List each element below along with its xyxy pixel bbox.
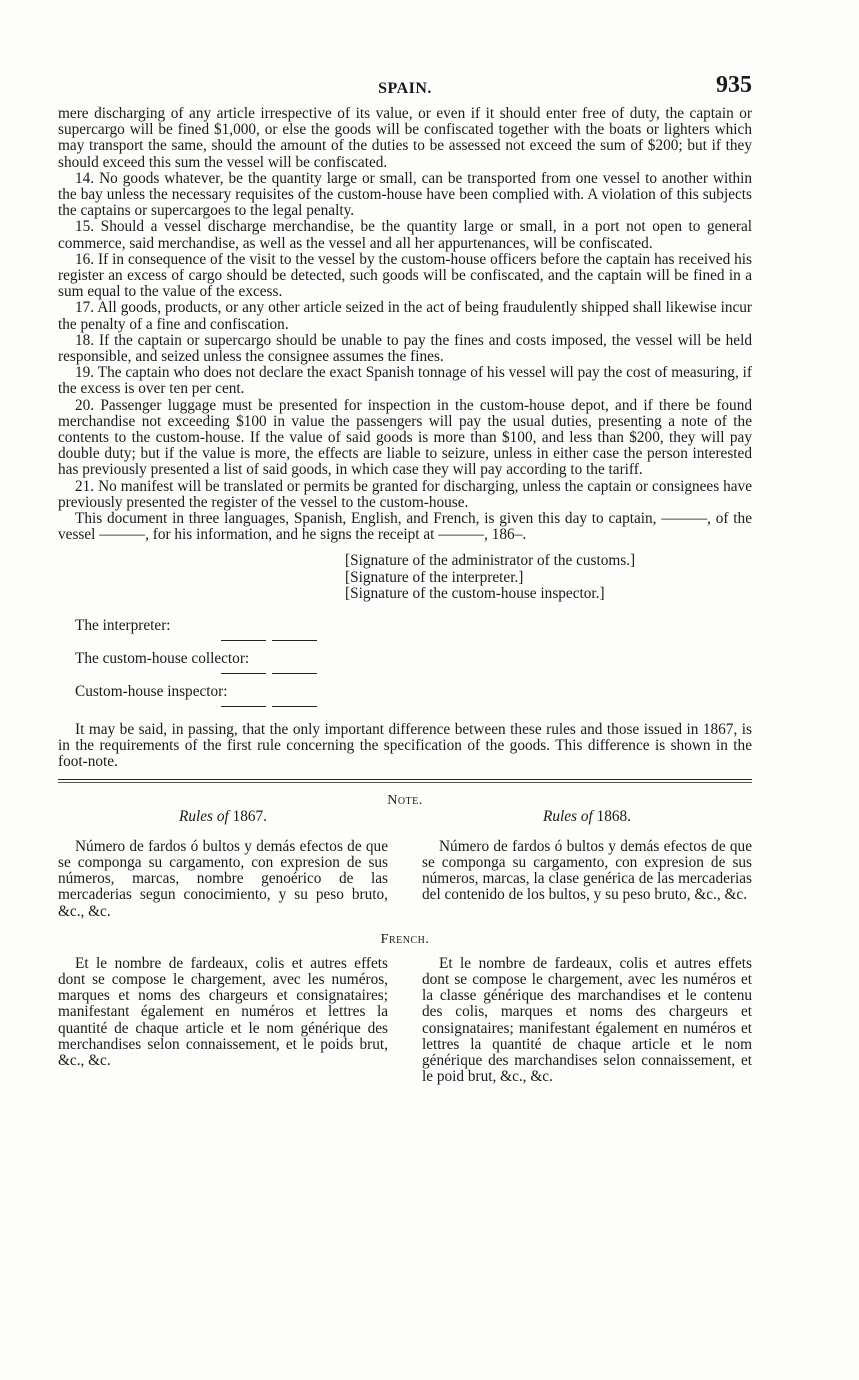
sign-dash [221, 640, 266, 641]
french-text-1868: Et le nombre de fardeaux, colis et autres effets dont se compose le chargement, avec les numéros et la classe générique des marchandises et le contenu des colis, marques et noms des chargeurs et consignataires; manifestant également en numéros et lettres la quantité de chaque article et le nom générique des marchandises selon connaissement, et le poid brut, &c., &c. [422, 954, 752, 1086]
sign-dash [272, 640, 317, 641]
spanish-text-1868: Número de fardos ó bultos y demás efectos de que se componga su cargamento, con expresion de sus números, marcas, la clase genérica de las mercaderias del contenido de los bultos, y su peso bruto, &c., &c. [422, 837, 752, 904]
closing-text [58, 722, 752, 771]
paragraph-rule-15: 15. Should a vessel discharge merchandise, be the quantity large or small, in a port not open to general commerce, said merchandise, as well as the vessel and all her appurtenances, will be confiscated. [58, 218, 752, 252]
french-column-1868 [422, 956, 752, 1086]
note-column-1867 [58, 809, 388, 920]
sign-dash [221, 706, 266, 707]
sign-dash [221, 673, 266, 674]
closing-paragraph: It may be said, in passing, that the only important difference between these rules and those issued in 1867, is in the requirements of the first rule concerning the specification of the goods. This difference is shown in the foot-note. [58, 720, 752, 771]
running-title: SPAIN. [378, 80, 432, 97]
paragraph-rule-18: 18. If the captain or supercargo should be unable to pay the fines and costs imposed, the vessel will be held responsible, and seized unless the consignee assumes the fines. [58, 331, 752, 366]
note-column-1868 [422, 809, 752, 920]
french-column-1867 [58, 956, 388, 1086]
caption-1867-year: 1867. [232, 807, 267, 825]
note-columns-spanish [58, 809, 752, 920]
sign-dash [272, 673, 317, 674]
paragraph-document: This document in three languages, Spanish, English, and French, is given this day to captain, ———, of the vessel ———, for his information, and he signs the receipt at ———, 186–. [58, 510, 752, 544]
paragraph-rule-19: 19. The captain who does not declare the exact Spanish tonnage of his vessel will pay the cost of measuring, if the excess is over ten per cent. [58, 364, 752, 398]
sign-label-collector: The custom-house collector: [75, 649, 250, 667]
signature-block [345, 553, 752, 603]
signature-inspector: [Signature of the custom-house inspector.] [345, 585, 605, 603]
sign-lines [58, 617, 752, 716]
footnote-rule [58, 779, 752, 783]
signature-interpreter: [Signature of the interpreter.] [345, 568, 524, 586]
paragraph-rule-14: 14. No goods whatever, be the quantity large or small, can be transported from one vessel to another within the bay unless the necessary requisites of the custom-house have been complied with. A violation of this subjects the captains or supercargoes to the legal penalty. [58, 169, 752, 220]
caption-1868 [422, 809, 752, 825]
sign-row-interpreter [75, 617, 752, 650]
main-text [58, 106, 752, 543]
page [58, 72, 752, 1085]
spanish-text-1867: Número de fardos ó bultos y demás efectos de que se componga su cargamento, con expresion de sus números, marcas, nombre genoérico de las mercaderias segun conocimiento, y su peso bruto, &c., &c. [58, 837, 388, 920]
paragraph-rule-21: 21. No manifest will be translated or permits be granted for discharging, unless the captain or consignees have previously presented the register of the vessel to the custom-house. [58, 477, 752, 511]
french-text-1867: Et le nombre de fardeaux, colis et autres effets dont se compose le chargement, avec les numéros, marques et noms des chargeurs et consignataires; manifestant également en numéros et lettres la quantité de chaque article et le nom générique des merchandises selon connaissement, et le poids brut, &c., &c. [58, 954, 388, 1070]
note-columns-french [58, 956, 752, 1086]
signature-administrator: [Signature of the administrator of the customs.] [345, 552, 636, 570]
running-head [58, 72, 752, 106]
caption-1868-year: 1868. [596, 807, 631, 825]
paragraph-rule-17: 17. All goods, products, or any other article seized in the act of being fraudulently shipped shall likewise incur the penalty of a fine and confiscation. [58, 299, 752, 333]
paragraph-rule-20: 20. Passenger luggage must be presented for inspection in the custom-house depot, and if there be found merchandise not exceeding $100 in value the passengers will pay the usual duties, presenting a note of the contents to the custom-house. If the value of said goods is more than $100, and less than $200, they will pay double duty; but if the value is more, the effects are liable to seizure, unless in either case the person interested has previously presented a list of said goods, in which case they will pay according to the tariff. [58, 396, 752, 479]
sign-dash [272, 706, 317, 707]
sign-row-inspector [75, 683, 752, 716]
caption-1867 [58, 809, 388, 825]
sign-label-interpreter: The interpreter: [75, 616, 171, 634]
sign-row-collector [75, 650, 752, 683]
caption-1867-label: Rules of [179, 807, 229, 825]
paragraph-continued: mere discharging of any article irrespective of its value, or even if it should enter free of duty, the captain or supercargo will be fined $1,000, or else the goods will be confiscated together with the boats or lighters which may transport the same, should the amount of the duties to be assessed not exceed the sum of $200; but if they should exceed this sum the vessel will be confiscated. [58, 105, 752, 171]
note-heading: Note. [387, 792, 423, 808]
sign-label-inspector: Custom-house inspector: [75, 682, 228, 700]
caption-1868-label: Rules of [543, 807, 593, 825]
paragraph-rule-16: 16. If in consequence of the visit to the vessel by the custom-house officers before the captain has received his register an excess of cargo should be detected, such goods will be confiscated, and the captain will be fined in a sum equal to the value of the excess. [58, 250, 752, 301]
page-number: 935 [716, 72, 752, 98]
french-heading: French. [380, 931, 430, 947]
